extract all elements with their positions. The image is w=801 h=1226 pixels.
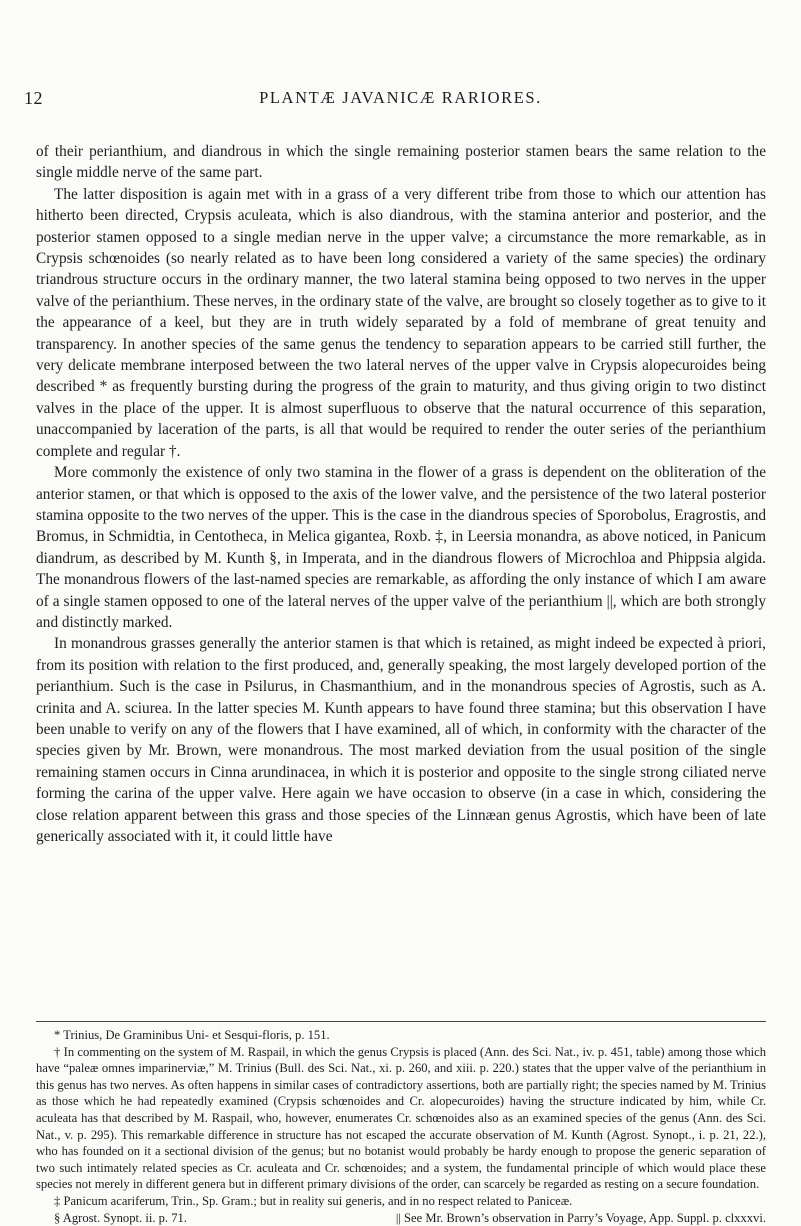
paragraph-1: of their perianthium, and diandrous in which the single remaining posterior stamen bears the same relation to the single middle nerve of the same part. (36, 143, 766, 182)
footnote-dagger: † In commenting on the system of M. Raspail, in which the genus Crypsis is placed (Ann. des Sci. Nat., iv. p. 451, table) among those which have “paleæ omnes imparinerviæ,” M. Trinius (Bull. des Sci. Nat., xi. p. 260, and xiii. p. 220.) states that the upper valve of the perianthium in this genus has two nerves. As often happens in similar cases of contradictory assertions, both are partially right; the species named by M. Trinius as those which he had repeatedly examined (Crypsis schœnoides and Cr. alopecuroides) having the structure indicated by him, while Cr. aculeata has that described by M. Raspail, who, however, enumerates Cr. schœnoides also as an examined species of the genus (Ann. des Sci. Nat., v. p. 295). This remarkable difference in structure has not escaped the accurate observation of M. Kunth (Agrost. Synopt., i. p. 21, 22.), who has founded on it a sectional division of the genus; but no botanist would probably be hardy enough to propose the generic separation of two such intimately related species as Cr. aculeata and Cr. schœnoides; and a system, the fundamental principle of which would place these species not merely in different genera but in different primary divisions of the order, can scarcely be regarded as resting on a secure foundation. (36, 1044, 766, 1192)
footnote-section: § Agrost. Synopt. ii. p. 71. (54, 1210, 187, 1225)
paragraph-3: More commonly the existence of only two stamina in the flower of a grass is dependent on the obliteration of the anterior stamen, or that which is opposed to the axis of the lower valve, and the persistence of the two lateral posterior stamina opposite to the two nerves of the upper. This is the case in the diandrous species of Sporobolus, Eragrostis, and Bromus, in Schmidtia, in Centotheca, in Melica gigantea, Roxb. ‡, in Leersia monandra, as above noticed, in Panicum diandrum, as described by M. Kunth §, in Imperata, and in the diandrous flowers of Microchloa and Phippsia algida. The monandrous flowers of the last-named species are remarkable, as affording the only instance of which I am aware of a single stamen opposed to one of the lateral nerves of the upper valve of the perianthium ||, which are both strongly and distinctly marked. (36, 464, 767, 631)
paragraph-2: The latter disposition is again met with in a grass of a very different tribe from those to which our attention has hitherto been directed, Crypsis aculeata, which is also diandrous, with the stamina anterior and posterior, and the posterior stamen opposed to a single median nerve in the upper valve; a circumstance the more remarkable, as in Crypsis schœnoides (so nearly related as to have been long considered a variety of the same species) the ordinary triandrous structure occurs in the ordinary manner, the two lateral stamina being opposed to two nerves in the upper valve of the perianthium. These nerves, in the ordinary state of the valve, are brought so closely together as to give to it the appearance of a keel, but they are in truth widely separated by a fold of membrane of great tenuity and transparency. In another species of the same genus the tendency to separation appears to be carried still further, the very delicate membrane interposed between the two lateral nerves of the upper valve in Crypsis alopecuroides being described * as frequently bursting during the progress of the grain to maturity, and thus giving origin to two distinct valves in the place of the upper. It is almost superfluous to observe that the natural occurrence of this separation, unaccompanied by laceration of the parts, is all that would be required to render the outer series of the perianthium complete and regular †. (36, 185, 766, 460)
page-header (0, 88, 801, 110)
paragraph-4: In monandrous grasses generally the anterior stamen is that which is retained, as might indeed be expected à priori, from its position with relation to the first produced, and, generally speaking, the most largely developed portion of the perianthium. Such is the case in Psilurus, in Chasmanthium, and in the monandrous species of Agrostis, such as A. crinita and A. sciurea. In the latter species M. Kunth appears to have found three stamina; but this observation I have been unable to verify on any of the flowers that I have examined, all of which, in conformity with the character of the species given by Mr. Brown, were monandrous. The most marked deviation from the usual position of the single remaining stamen occurs in Cinna arundinacea, in which it is posterior and opposite to the single strong ciliated nerve forming the carina of the upper valve. Here again we have occasion to observe (in a case in which, considering the close relation apparent between this grass and those species of the Linnæan genus Agrostis, which have been of late generically associated with it, it could little have (36, 635, 766, 845)
running-title: PLANTÆ JAVANICÆ RARIORES. (259, 88, 542, 107)
footnote-parallel: || See Mr. Brown’s observation in Parry’s Voyage, App. Suppl. p. clxxxvi. (395, 1210, 766, 1225)
footnote-double-dagger: ‡ Panicum acariferum, Trin., Sp. Gram.; but in reality sui generis, and in no respect related to Paniceæ. (54, 1193, 573, 1208)
footnote-star: * Trinius, De Graminibus Uni- et Sesqui-floris, p. 151. (54, 1028, 330, 1042)
footnotes (36, 1027, 766, 1226)
footnote-divider (36, 1021, 766, 1022)
body-text (36, 141, 766, 847)
page-number: 12 (24, 88, 43, 108)
footnote-last-row (36, 1210, 766, 1226)
